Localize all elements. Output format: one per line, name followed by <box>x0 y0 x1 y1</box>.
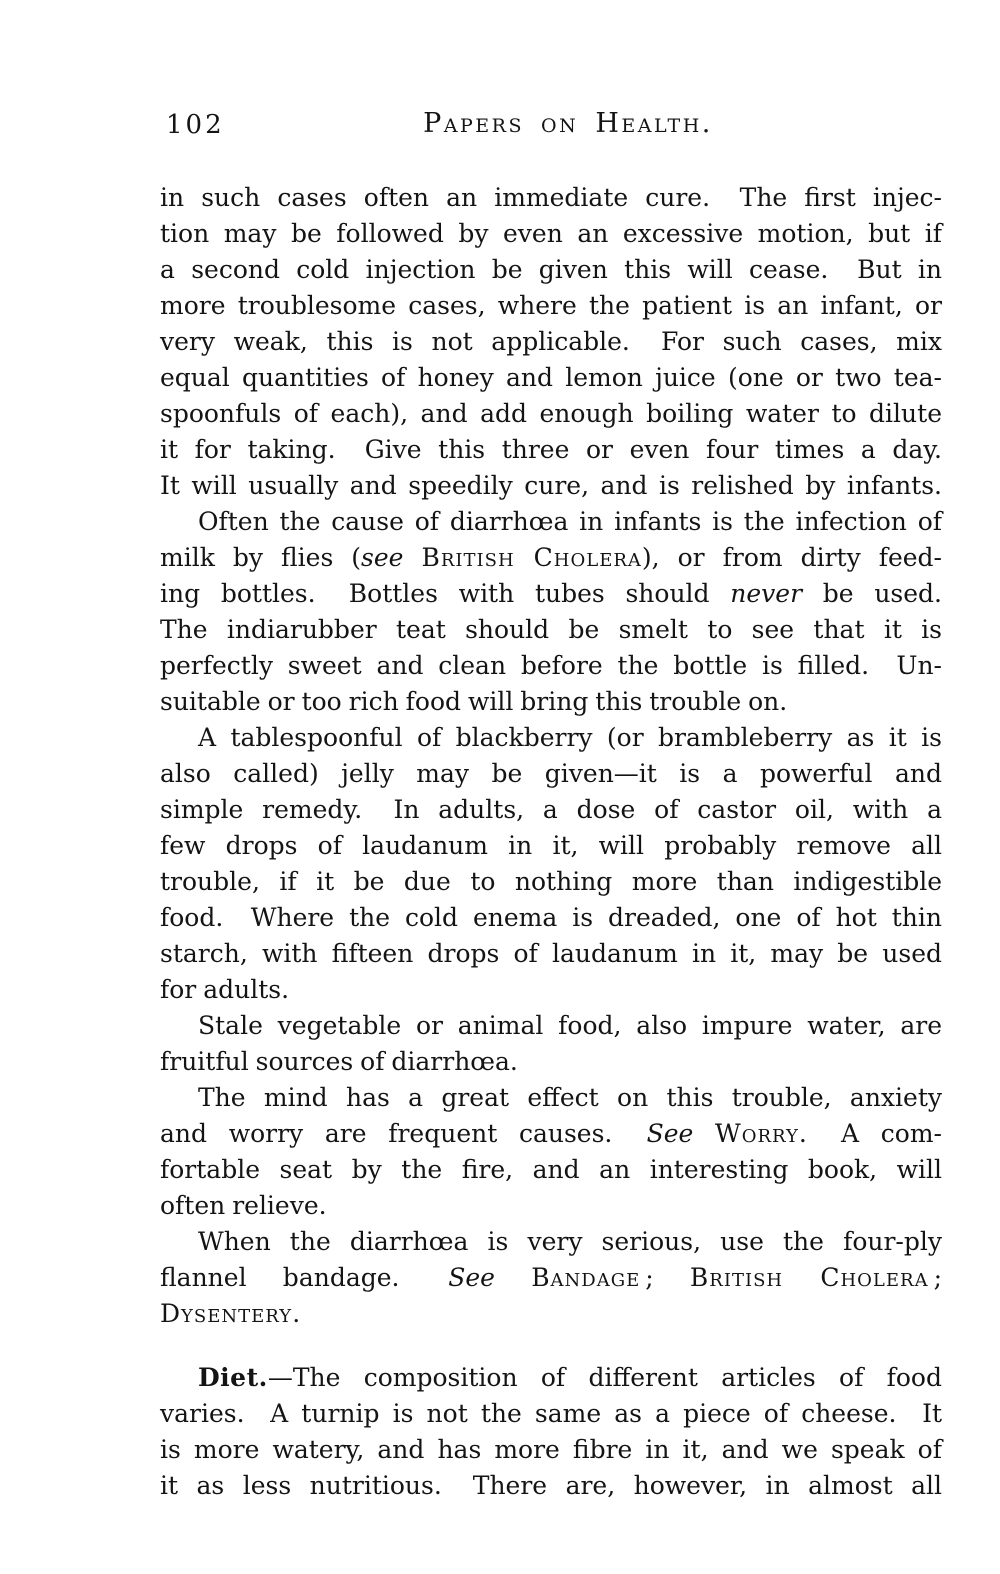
text-run: be used. <box>802 579 942 608</box>
text-run: equal quantities of honey and lemon juice (one or two tea- <box>160 363 942 392</box>
italic-text: see <box>361 543 404 572</box>
entry-heading: Diet. <box>198 1363 268 1392</box>
text-line <box>160 1044 942 1080</box>
text-run: in such cases often an immediate cure. The first injec- <box>160 183 942 212</box>
text-line <box>160 864 942 900</box>
text-run: varies. A turnip is not the same as a piece of cheese. It <box>160 1399 942 1428</box>
text-run: flannel bandage. <box>160 1263 449 1292</box>
text-line <box>160 1396 942 1432</box>
page-body <box>160 180 942 1504</box>
page-number: 102 <box>166 110 225 140</box>
paragraph <box>160 180 942 504</box>
text-run: spoonfuls of each), and add enough boiling water to dilute <box>160 399 942 428</box>
smallcaps-reference: British Cholera <box>421 543 642 572</box>
text-line <box>160 1432 942 1468</box>
text-run: is more watery, and has more fibre in it, and we speak of <box>160 1435 942 1464</box>
text-run: a second cold injection be given this will cease. But in <box>160 255 942 284</box>
text-run: When the diarrhœa is very serious, use the four-ply <box>198 1227 942 1256</box>
text-line <box>160 288 942 324</box>
text-run: . A com- <box>798 1119 942 1148</box>
text-run <box>495 1263 531 1292</box>
text-run: for adults. <box>160 975 290 1004</box>
text-run: milk by flies ( <box>160 543 362 572</box>
text-run: very weak, this is not applicable. For such cases, mix <box>160 327 942 356</box>
text-run: often relieve. <box>160 1191 327 1220</box>
text-run: fortable seat by the fire, and an interesting book, will <box>160 1155 942 1184</box>
text-line <box>160 972 942 1008</box>
text-run <box>693 1119 715 1148</box>
text-line <box>160 252 942 288</box>
text-run <box>403 543 421 572</box>
text-line <box>160 756 942 792</box>
italic-text: See <box>448 1263 495 1292</box>
text-run: starch, with fifteen drops of laudanum in it, may be used <box>160 939 942 968</box>
smallcaps-reference: Worry <box>715 1119 799 1148</box>
text-line <box>160 648 942 684</box>
text-run: —The composition of different articles of food <box>267 1363 942 1392</box>
text-run: The indiarubber teat should be smelt to see that it is <box>160 615 942 644</box>
text-line <box>160 612 942 648</box>
text-run: it for taking. Give this three or even four times a day. <box>160 435 942 464</box>
text-run: Often the cause of diarrhœa in infants is the infection of <box>198 507 942 536</box>
text-line <box>160 432 942 468</box>
paragraph <box>160 504 942 720</box>
text-line <box>160 1188 942 1224</box>
text-line <box>160 684 942 720</box>
text-line <box>160 792 942 828</box>
page-header <box>160 108 942 148</box>
text-run: ), or from dirty feed- <box>641 543 942 572</box>
paragraph <box>160 1080 942 1224</box>
text-line <box>160 396 942 432</box>
text-line <box>160 1008 942 1044</box>
text-line <box>160 468 942 504</box>
text-line <box>160 576 942 612</box>
smallcaps-reference: Bandage <box>531 1263 641 1292</box>
text-line <box>160 540 942 576</box>
text-line <box>160 828 942 864</box>
paragraph <box>160 720 942 1008</box>
paragraph <box>160 1360 942 1504</box>
smallcaps-reference: British Cholera <box>689 1263 929 1292</box>
text-line <box>160 1152 942 1188</box>
text-line <box>160 900 942 936</box>
text-run: more troublesome cases, where the patient is an infant, or <box>160 291 942 320</box>
paragraph <box>160 1008 942 1080</box>
text-run: suitable or too rich food will bring this trouble on. <box>160 687 788 716</box>
text-run: ; <box>640 1263 690 1292</box>
text-line <box>160 1260 942 1296</box>
text-line <box>160 720 942 756</box>
text-line <box>160 180 942 216</box>
text-run: Stale vegetable or animal food, also impure water, are <box>198 1011 942 1040</box>
text-line <box>160 1224 942 1260</box>
text-run: . <box>292 1299 301 1328</box>
text-run: simple remedy. In adults, a dose of castor oil, with a <box>160 795 942 824</box>
text-line <box>160 1296 942 1332</box>
text-run: perfectly sweet and clean before the bottle is filled. Un- <box>160 651 942 680</box>
text-run: fruitful sources of diarrhœa. <box>160 1047 518 1076</box>
text-line <box>160 324 942 360</box>
text-run: few drops of laudanum in it, will probably remove all <box>160 831 942 860</box>
text-run: tion may be followed by even an excessive motion, but if <box>160 219 942 248</box>
running-title: Papers on Health. <box>423 108 713 139</box>
text-line <box>160 1080 942 1116</box>
text-run: it as less nutritious. There are, however, in almost all <box>160 1471 942 1500</box>
text-line <box>160 1116 942 1152</box>
text-line <box>160 1468 942 1504</box>
text-run: food. Where the cold enema is dreaded, one of hot thin <box>160 903 942 932</box>
text-run: The mind has a great effect on this trouble, anxiety <box>198 1083 942 1112</box>
text-run: and worry are frequent causes. <box>160 1119 647 1148</box>
text-run: also called) jelly may be given—it is a powerful and <box>160 759 942 788</box>
italic-text: never <box>730 579 803 608</box>
text-line <box>160 360 942 396</box>
text-run: A tablespoonful of blackberry (or brambleberry as it is <box>198 723 942 752</box>
text-run: ; <box>928 1263 942 1292</box>
smallcaps-reference: Dysentery <box>160 1299 293 1328</box>
text-run: ing bottles. Bottles with tubes should <box>160 579 731 608</box>
text-line <box>160 216 942 252</box>
italic-text: See <box>646 1119 694 1148</box>
text-line <box>160 936 942 972</box>
text-line <box>160 504 942 540</box>
text-run: trouble, if it be due to nothing more than indigestible <box>160 867 942 896</box>
text-run: It will usually and speedily cure, and is relished by infants. <box>160 471 942 500</box>
paragraph <box>160 1224 942 1332</box>
text-line <box>160 1360 942 1396</box>
